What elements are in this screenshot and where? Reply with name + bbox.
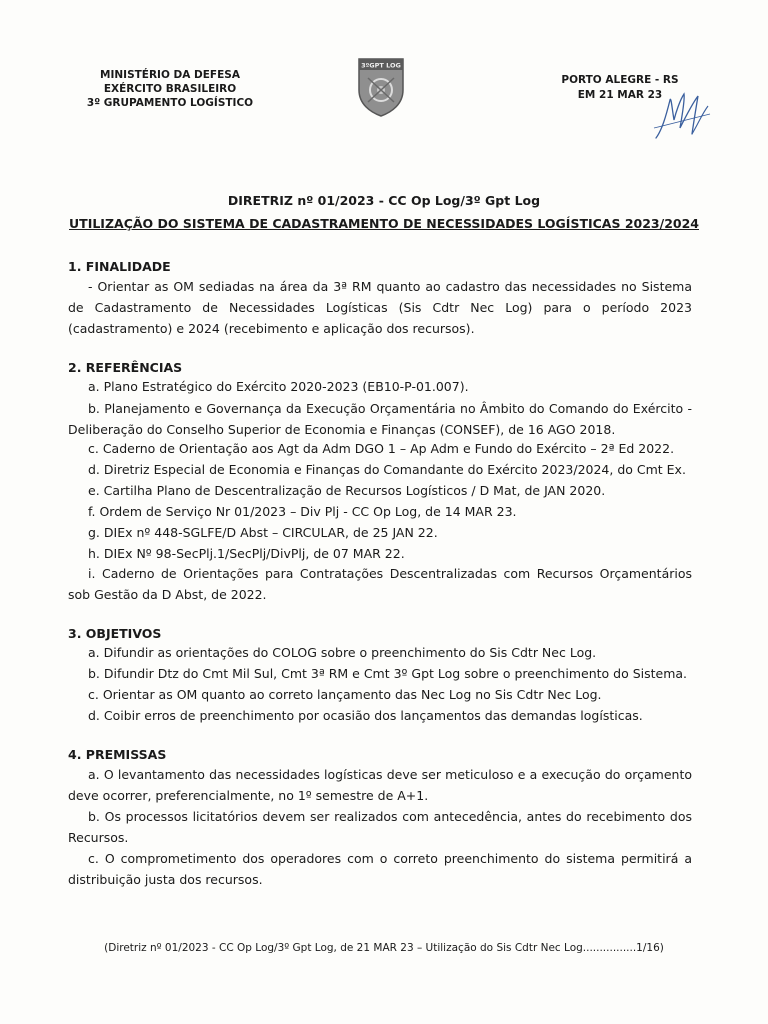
org-line-army: EXÉRCITO BRASILEIRO bbox=[103, 83, 237, 95]
section-heading-objetivos: 3. OBJETIVOS bbox=[68, 626, 162, 641]
objective-item-d: d. Coibir erros de preenchimento por ocasião dos lançamentos das demandas logísticas. bbox=[88, 708, 643, 723]
premise-item-b: b. Os processos licitatórios devem ser realizados com antecedência, antes do recebimento dos Recursos. bbox=[68, 809, 692, 845]
reference-item-f: f. Ordem de Serviço Nr 01/2023 – Div Plj - CC Op Log, de 14 MAR 23. bbox=[88, 504, 517, 519]
organization-header bbox=[80, 68, 260, 110]
premise-item-a: a. O levantamento das necessidades logísticas deve ser meticuloso e a execução do orçamento deve ocorrer, preferencialmente, no 1º semestre de A+1. bbox=[68, 767, 692, 803]
directive-subject-text: UTILIZAÇÃO DO SISTEMA DE CADASTRAMENTO DE NECESSIDADES LOGÍSTICAS 2023/2024 bbox=[69, 216, 699, 231]
location-text: PORTO ALEGRE - RS bbox=[561, 74, 679, 86]
page-footer: (Diretriz nº 01/2023 - CC Op Log/3º Gpt Log, de 21 MAR 23 – Utilização do Sis Cdtr Nec Log................1/16) bbox=[104, 942, 664, 954]
section-heading-finalidade: 1. FINALIDADE bbox=[68, 259, 171, 274]
objective-item-b: b. Difundir Dtz do Cmt Mil Sul, Cmt 3ª RM e Cmt 3º Gpt Log sobre o preenchimento do Sistema. bbox=[88, 666, 688, 681]
org-line-ministry: MINISTÉRIO DA DEFESA bbox=[100, 69, 240, 81]
objective-item-c: c. Orientar as OM quanto ao correto lançamento das Nec Log no Sis Cdtr Nec Log. bbox=[88, 687, 602, 702]
reference-item-b: b. Planejamento e Governança da Execução Orçamentária no Âmbito do Comando do Exército - Deliberação do Conselho Superior de Economia e Finanças (CONSEF), de 16 AGO 2018. bbox=[68, 401, 692, 437]
section-heading-referencias: 2. REFERÊNCIAS bbox=[68, 360, 183, 375]
directive-subject bbox=[0, 216, 768, 231]
reference-item-h: h. DIEx Nº 98-SecPlj.1/SecPlj/DivPlj, de 07 MAR 22. bbox=[88, 546, 405, 561]
reference-item-d: d. Diretriz Especial de Economia e Finanças do Comandante do Exército 2023/2024, do Cmt Ex. bbox=[88, 462, 686, 477]
org-line-group: 3º GRUPAMENTO LOGÍSTICO bbox=[86, 97, 254, 109]
handwritten-initials bbox=[652, 86, 714, 156]
reference-item-a: a. Plano Estratégico do Exército 2020-2023 (EB10-P-01.007). bbox=[88, 379, 469, 394]
reference-item-g: g. DIEx nº 448-SGLFE/D Abst – CIRCULAR, de 25 JAN 22. bbox=[88, 525, 438, 540]
reference-item-c: c. Caderno de Orientação aos Agt da Adm DGO 1 – Ap Adm e Fundo do Exército – 2ª Ed 2022. bbox=[88, 441, 675, 456]
unit-emblem bbox=[356, 56, 406, 118]
directive-number: DIRETRIZ nº 01/2023 - CC Op Log/3º Gpt Log bbox=[227, 193, 541, 208]
objective-item-a: a. Difundir as orientações do COLOG sobre o preenchimento do Sis Cdtr Nec Log. bbox=[88, 645, 597, 660]
date-text: EM 21 MAR 23 bbox=[577, 89, 663, 101]
emblem-text: 3ºGPT LOG bbox=[361, 61, 401, 70]
reference-item-i: i. Caderno de Orientações para Contratações Descentralizadas com Recursos Orçamentários sob Gestão da D Abst, de 2022. bbox=[68, 566, 692, 602]
finalidade-paragraph: - Orientar as OM sediadas na área da 3ª RM quanto ao cadastro das necessidades no Sistema de Cadastramento de Necessidades Logísticas (Sis Cdtr Nec Log) para o período 2023 (cadastramento) e 2024 (recebimento e aplicação dos recursos). bbox=[68, 279, 692, 336]
section-heading-premissas: 4. PREMISSAS bbox=[68, 747, 167, 762]
premise-item-c: c. O comprometimento dos operadores com o correto preenchimento do sistema permitirá a distribuição justa dos recursos. bbox=[68, 851, 692, 887]
reference-item-e: e. Cartilha Plano de Descentralização de Recursos Logísticos / D Mat, de JAN 2020. bbox=[88, 483, 606, 498]
